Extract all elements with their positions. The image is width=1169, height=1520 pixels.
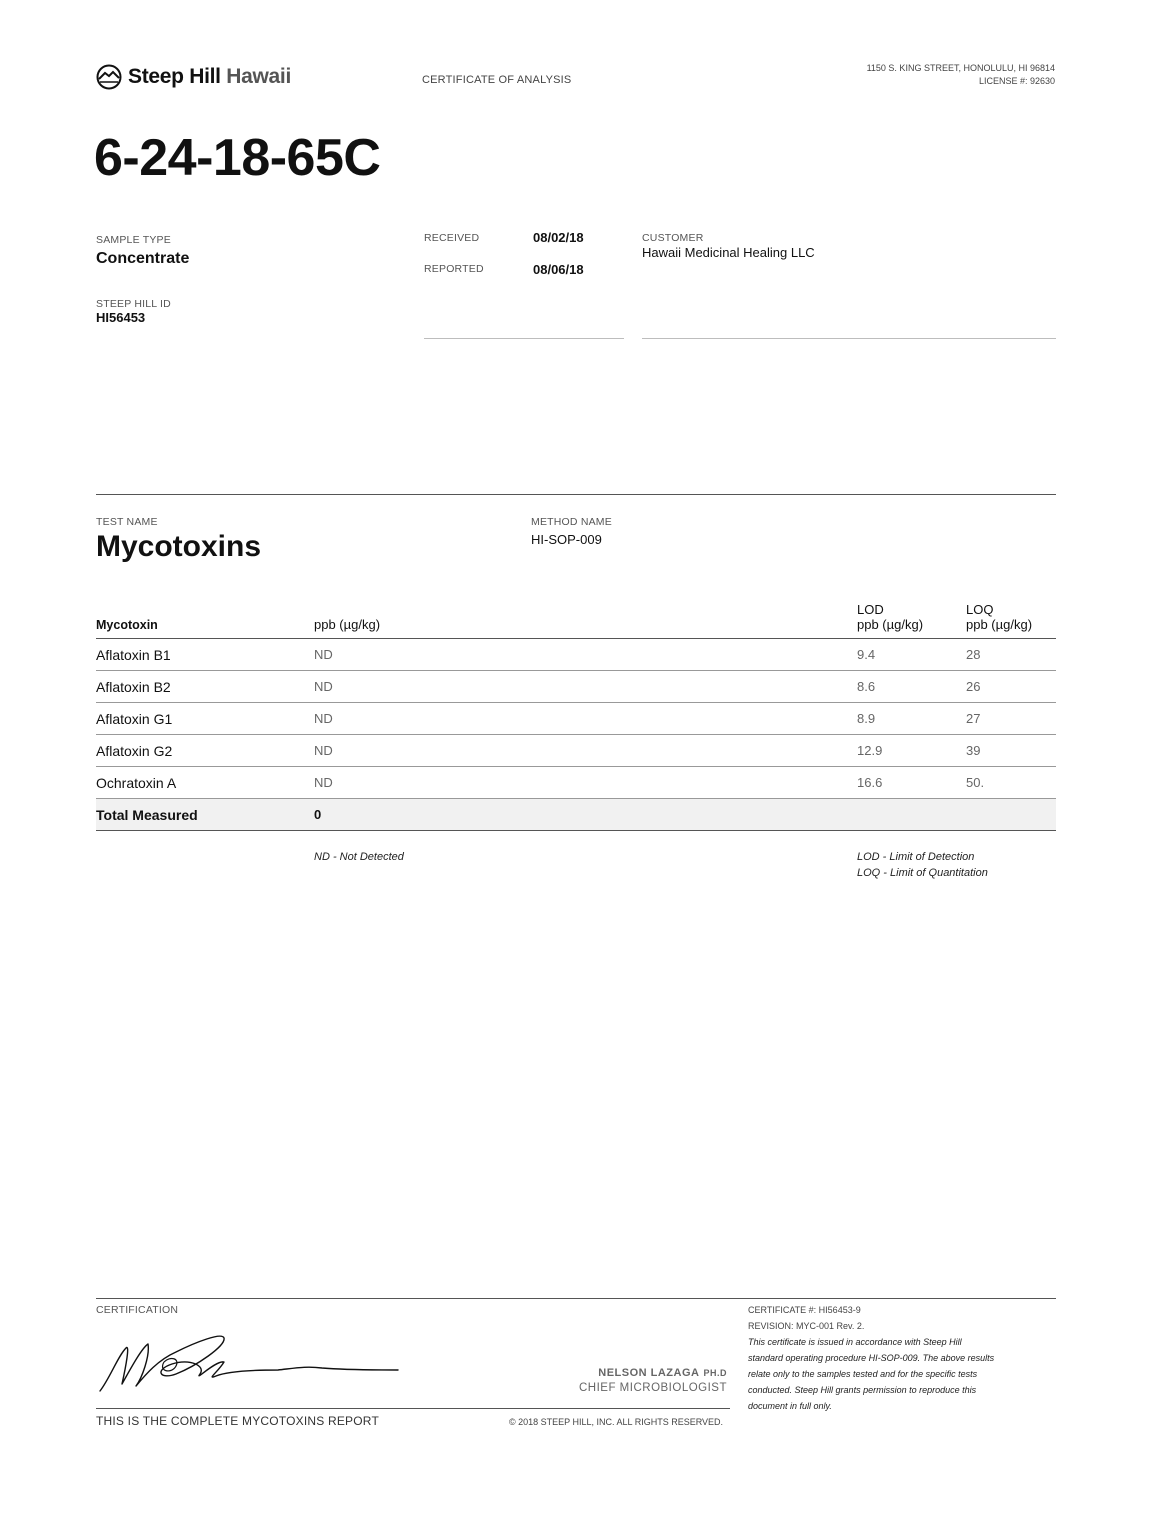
logo-text: [128, 65, 291, 89]
note-nd: ND - Not Detected: [314, 851, 404, 863]
col-header-result: ppb (µg/kg): [314, 602, 857, 639]
loq-value: 39: [966, 735, 1056, 767]
divider-customer: [642, 338, 1056, 339]
lod-header-unit: ppb (µg/kg): [857, 617, 924, 632]
table-row: [96, 639, 1056, 671]
logo-brand: Steep Hill: [128, 65, 221, 88]
result-value: ND: [314, 735, 857, 767]
loq-value: 26: [966, 671, 1056, 703]
analyte-name: Aflatoxin B1: [96, 639, 314, 671]
lod-header-top: LOD: [857, 602, 884, 617]
loq-header-unit: ppb (µg/kg): [966, 617, 1033, 632]
sample-type-value: Concentrate: [96, 250, 190, 267]
col-header-lod: [857, 602, 966, 639]
logo-region: Hawaii: [226, 65, 291, 88]
result-value: ND: [314, 671, 857, 703]
result-value: ND: [314, 639, 857, 671]
lab-license: LICENSE #: 92630: [978, 76, 1055, 86]
customer-name: Hawaii Medicinal Healing LLC: [642, 245, 815, 260]
sample-type-label: SAMPLE TYPE: [96, 234, 171, 246]
lod-value: 8.6: [857, 671, 966, 703]
steep-hill-id-label: STEEP HILL ID: [96, 298, 171, 310]
certification-label: CERTIFICATION: [96, 1304, 179, 1316]
note-loq: LOQ - Limit of Quantitation: [857, 867, 988, 879]
footer-bottom-divider: [96, 1408, 730, 1409]
col-header-loq: [966, 602, 1056, 639]
analyte-name: Aflatoxin G2: [96, 735, 314, 767]
note-lod: LOD - Limit of Detection: [857, 851, 975, 863]
col-header-mycotoxin: Mycotoxin: [96, 602, 314, 639]
method-name: HI-SOP-009: [531, 532, 602, 547]
total-label: Total Measured: [96, 799, 314, 831]
lab-address: 1150 S. KING STREET, HONOLULU, HI 96814: [866, 63, 1055, 73]
mycotoxin-results-table: [96, 602, 1056, 831]
loq-header-top: LOQ: [966, 602, 994, 617]
divider-dates: [424, 338, 624, 339]
lod-value: 16.6: [857, 767, 966, 799]
legend-notes: [857, 849, 988, 881]
table-row: [96, 735, 1056, 767]
result-value: ND: [314, 703, 857, 735]
total-row: [96, 799, 1056, 831]
mountain-logo-icon: [96, 64, 122, 90]
loq-value: 27: [966, 703, 1056, 735]
signer-name-text: NELSON LAZAGA: [598, 1367, 700, 1379]
signer-title: CHIEF MICROBIOLOGIST: [578, 1382, 727, 1394]
customer-label: CUSTOMER: [642, 232, 704, 244]
analyte-name: Aflatoxin G1: [96, 703, 314, 735]
certificate-info: [748, 1302, 998, 1414]
table-row: [96, 703, 1056, 735]
section-divider: [96, 494, 1056, 495]
total-value: 0: [314, 799, 857, 831]
result-value: ND: [314, 767, 857, 799]
document-type: CERTIFICATE OF ANALYSIS: [422, 74, 572, 86]
total-loq-empty: [966, 799, 1056, 831]
table-row: [96, 767, 1056, 799]
complete-report-statement: THIS IS THE COMPLETE MYCOTOXINS REPORT: [96, 1414, 379, 1428]
certificate-number: CERTIFICATE #: HI56453-9: [748, 1305, 861, 1315]
company-logo: [96, 64, 291, 90]
received-date: 08/02/18: [533, 230, 584, 245]
steep-hill-id-value: HI56453: [96, 310, 146, 325]
test-name: Mycotoxins: [96, 530, 262, 563]
signer-degree: PH.D: [703, 1368, 727, 1378]
signature-image: [96, 1326, 406, 1396]
table-row: [96, 671, 1056, 703]
lod-value: 12.9: [857, 735, 966, 767]
footer-divider: [96, 1298, 1056, 1299]
loq-value: 50.: [966, 767, 1056, 799]
received-label: RECEIVED: [424, 232, 480, 244]
revision: REVISION: MYC-001 Rev. 2.: [748, 1321, 865, 1331]
table-header-row: [96, 602, 1056, 639]
reported-date: 08/06/18: [533, 262, 584, 277]
loq-value: 28: [966, 639, 1056, 671]
lod-value: 9.4: [857, 639, 966, 671]
signer-name: [598, 1367, 727, 1379]
analyte-name: Aflatoxin B2: [96, 671, 314, 703]
sample-id-title: 6-24-18-65C: [94, 129, 381, 187]
test-name-label: TEST NAME: [96, 516, 158, 528]
method-name-label: METHOD NAME: [531, 516, 612, 528]
lab-address-block: [867, 62, 1055, 88]
total-lod-empty: [857, 799, 966, 831]
copyright: © 2018 STEEP HILL, INC. ALL RIGHTS RESERVED.: [509, 1417, 724, 1427]
lod-value: 8.9: [857, 703, 966, 735]
reported-label: REPORTED: [424, 263, 484, 275]
analyte-name: Ochratoxin A: [96, 767, 314, 799]
certificate-disclaimer: This certificate is issued in accordance with Steep Hill standard operating procedure HI-SOP-009. The above results relate only to the samples tested and for the specific tests conducted. Steep Hill grants permission to reproduce this document in full only.: [748, 1337, 995, 1411]
